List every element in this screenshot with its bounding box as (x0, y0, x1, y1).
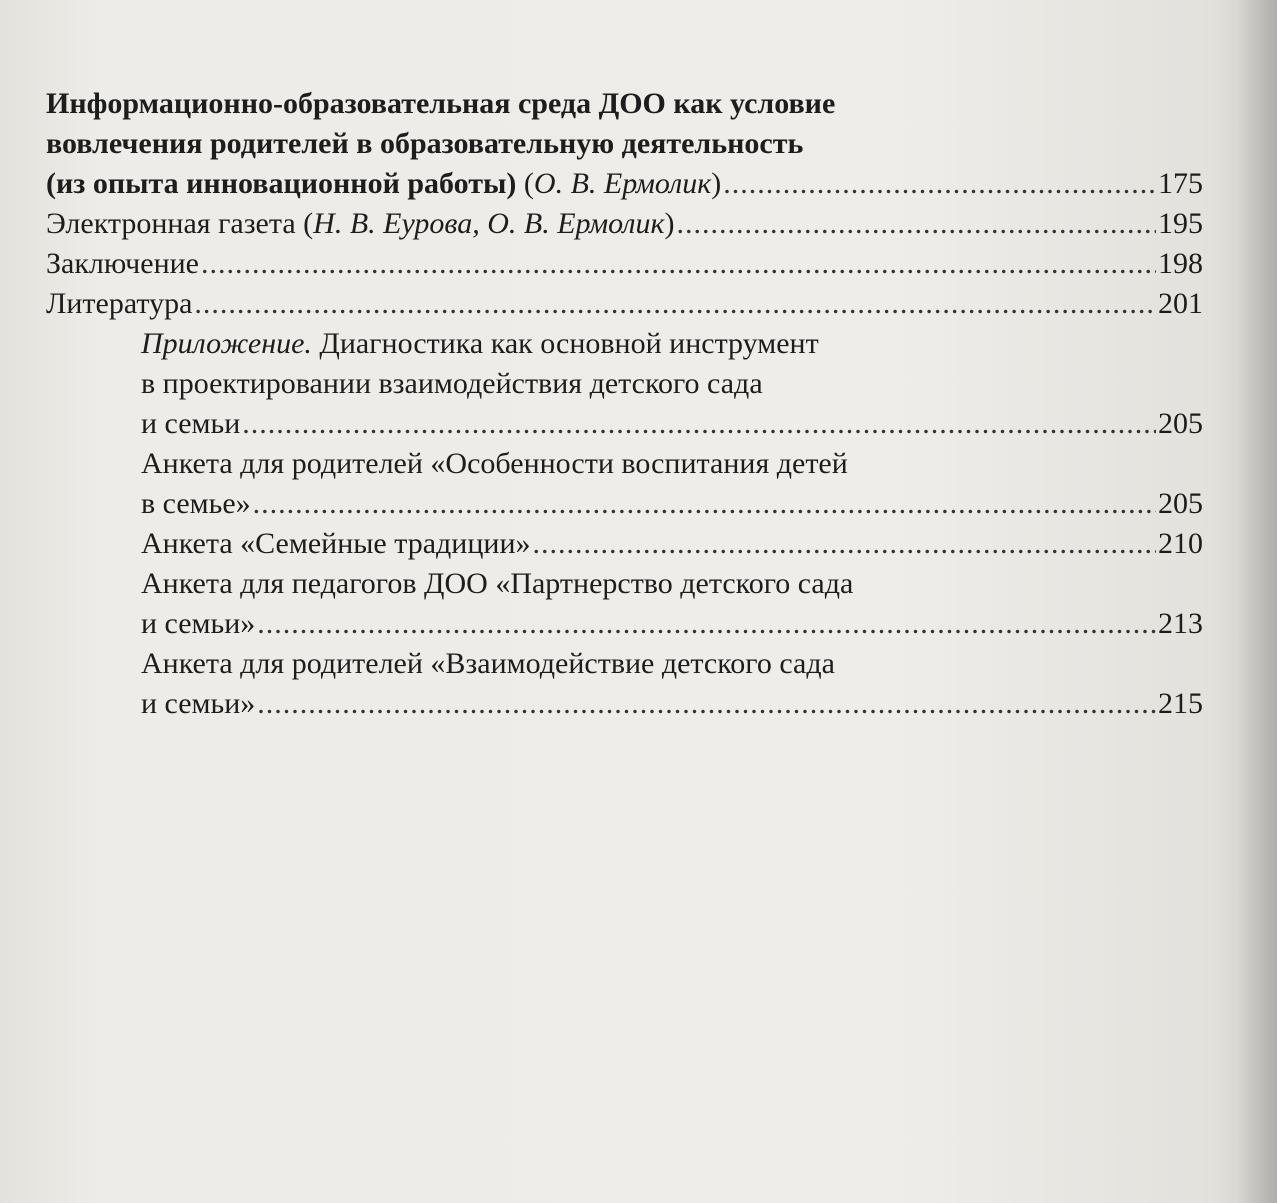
toc-entry-title-line: Информационно-образовательная среда ДОО как условие (46, 87, 836, 120)
toc-page-number: 213 (1158, 607, 1203, 640)
dot-leader (253, 484, 1156, 524)
toc-page-number: 205 (1158, 487, 1203, 520)
toc-entry-authors: О. В. Ермолик (533, 167, 712, 200)
toc-page-number: 205 (1158, 407, 1203, 440)
toc-entry-leader-line (46, 164, 1203, 204)
toc-entry-leader-line (141, 684, 1203, 724)
toc-page-number: 210 (1158, 527, 1203, 560)
toc-page-number: 195 (1158, 207, 1203, 240)
toc-entry-info-environment (46, 84, 1203, 204)
dot-leader (677, 204, 1156, 244)
toc-entry-title-line: в проектировании взаимодействия детского сада (141, 367, 763, 400)
table-of-contents (46, 84, 1203, 724)
dot-leader (242, 404, 1156, 444)
toc-entry-leader-line (141, 404, 1203, 444)
toc-entry-questionnaire-partnership (46, 564, 1203, 644)
toc-entry-questionnaire-traditions (46, 524, 1203, 564)
toc-entry-title-text: Литература (46, 287, 193, 320)
dot-leader (257, 604, 1156, 644)
toc-entry-questionnaire-interaction (46, 644, 1203, 724)
toc-entry-title-text: Анкета «Семейные традиции» (141, 527, 531, 560)
page-edge-shadow (1237, 0, 1277, 1203)
toc-page-number: 215 (1158, 687, 1203, 720)
toc-entry-authors: Н. В. Еурова, О. В. Ермолик (313, 207, 665, 240)
toc-entry-title-line (141, 324, 1203, 364)
toc-entry-title-text: и семьи» (141, 607, 256, 640)
toc-entry-title-line: Анкета для родителей «Особенности воспитания детей (141, 447, 848, 480)
dot-leader (533, 524, 1156, 564)
toc-entry-literature (46, 284, 1203, 324)
toc-entry-title-tail: Электронная газета (Н. В. Еурова, О. В. Ермолик) (46, 207, 675, 240)
toc-entry-conclusion (46, 244, 1203, 284)
toc-page-number: 198 (1158, 247, 1203, 280)
toc-entry-title-text: (из опыта инновационной работы) (46, 167, 517, 200)
toc-entry-title-text: Электронная газета (46, 207, 296, 240)
toc-page-number: 201 (1158, 287, 1203, 320)
appendix-label: Приложение. (141, 327, 312, 360)
dot-leader (194, 284, 1156, 324)
toc-entry-leader-line (141, 604, 1203, 644)
toc-entry-leader-line (46, 244, 1203, 284)
toc-entry-title-text: Диагностика как основной инструмент (319, 327, 819, 360)
toc-entry-leader-line (141, 484, 1203, 524)
toc-entry-title-tail: (из опыта инновационной работы) (О. В. Ермолик) (46, 167, 722, 200)
toc-entry-leader-line (46, 204, 1203, 244)
toc-entry-electronic-newspaper (46, 204, 1203, 244)
toc-entry-leader-line (141, 524, 1203, 564)
dot-leader (201, 244, 1156, 284)
toc-entry-title-text: в семье» (141, 487, 251, 520)
toc-entry-title-text: Заключение (46, 247, 199, 280)
toc-page-number: 175 (1158, 167, 1203, 200)
toc-entry-leader-line (46, 284, 1203, 324)
toc-entry-title-line: вовлечения родителей в образовательную деятельность (46, 127, 804, 160)
dot-leader (723, 164, 1156, 204)
toc-entry-questionnaire-upbringing (46, 444, 1203, 524)
toc-entry-title-text: и семьи» (141, 687, 256, 720)
toc-entry-title-line: Анкета для родителей «Взаимодействие детского сада (141, 647, 835, 680)
toc-entry-title-line: Анкета для педагогов ДОО «Партнерство детского сада (141, 567, 854, 600)
toc-entry-title-text: и семьи (141, 407, 241, 440)
toc-entry-appendix (46, 324, 1203, 444)
dot-leader (257, 684, 1156, 724)
